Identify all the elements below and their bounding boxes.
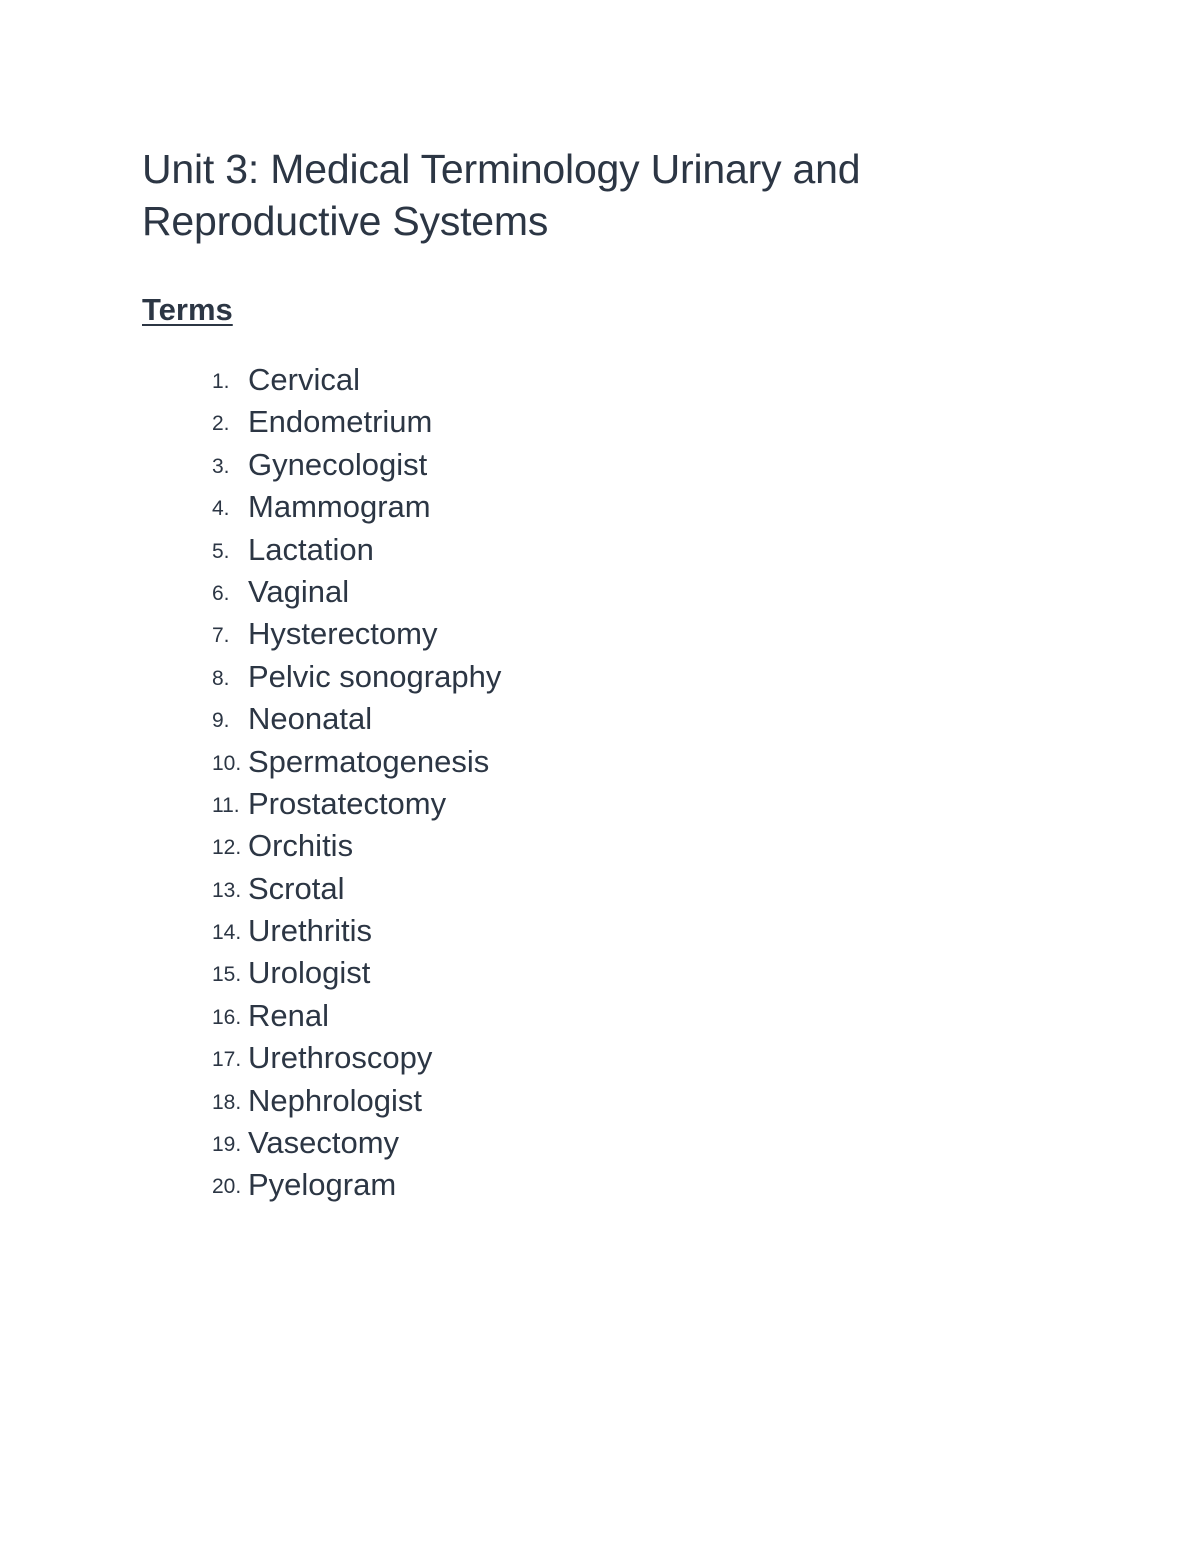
list-item-term: Neonatal	[248, 701, 373, 737]
list-item-number: 10.	[212, 751, 242, 775]
list-item-number: 19.	[212, 1133, 242, 1157]
list-item-term: Vaginal	[248, 573, 350, 609]
list-item-number: 15.	[212, 963, 242, 987]
list-item-term: Cervical	[248, 362, 360, 397]
terms-heading: Terms	[142, 292, 233, 327]
list-item-number: 9.	[212, 709, 230, 733]
list-item-number: 14.	[212, 921, 242, 945]
list-item-number: 1.	[212, 370, 230, 393]
list-item-number: 12.	[212, 836, 242, 860]
list-item-number: 11.	[212, 793, 240, 817]
list-item-term: Lactation	[248, 531, 374, 567]
list-item-term: Nephrologist	[248, 1082, 423, 1118]
list-item-term: Spermatogenesis	[248, 743, 490, 779]
list-item-number: 7.	[212, 624, 230, 648]
list-item-number: 3.	[212, 454, 230, 478]
list-item-term: Pelvic sonography	[248, 658, 502, 694]
list-item-number: 2.	[212, 412, 230, 436]
list-item-term: Mammogram	[248, 489, 431, 525]
list-item-term: Scrotal	[248, 870, 345, 906]
list-item-number: 4.	[212, 497, 230, 521]
list-item-term: Prostatectomy	[248, 785, 447, 821]
list-item-term: Endometrium	[248, 404, 433, 440]
list-item-term: Renal	[248, 997, 329, 1033]
list-item-term: Urologist	[248, 955, 371, 991]
list-item-term: Urethritis	[248, 913, 373, 949]
list-item-term: Gynecologist	[248, 446, 428, 482]
list-item-number: 13.	[212, 878, 242, 902]
list-item-number: 20.	[212, 1175, 242, 1199]
list-item-number: 6.	[212, 581, 230, 605]
list-item-number: 18.	[212, 1090, 242, 1114]
list-item-number: 17.	[212, 1048, 242, 1072]
list-item-term: Orchitis	[248, 828, 354, 864]
list-item-term: Urethroscopy	[248, 1040, 433, 1076]
list-item-term: Hysterectomy	[248, 616, 438, 652]
list-item-number: 8.	[212, 666, 230, 690]
list-item-number: 5.	[212, 539, 230, 563]
list-item-term: Vasectomy	[248, 1125, 400, 1161]
list-item-number: 16.	[212, 1005, 242, 1029]
list-item-term: Pyelogram	[248, 1167, 397, 1203]
document-title: Unit 3: Medical Terminology Urinary and Reproductive Systems	[142, 146, 861, 244]
